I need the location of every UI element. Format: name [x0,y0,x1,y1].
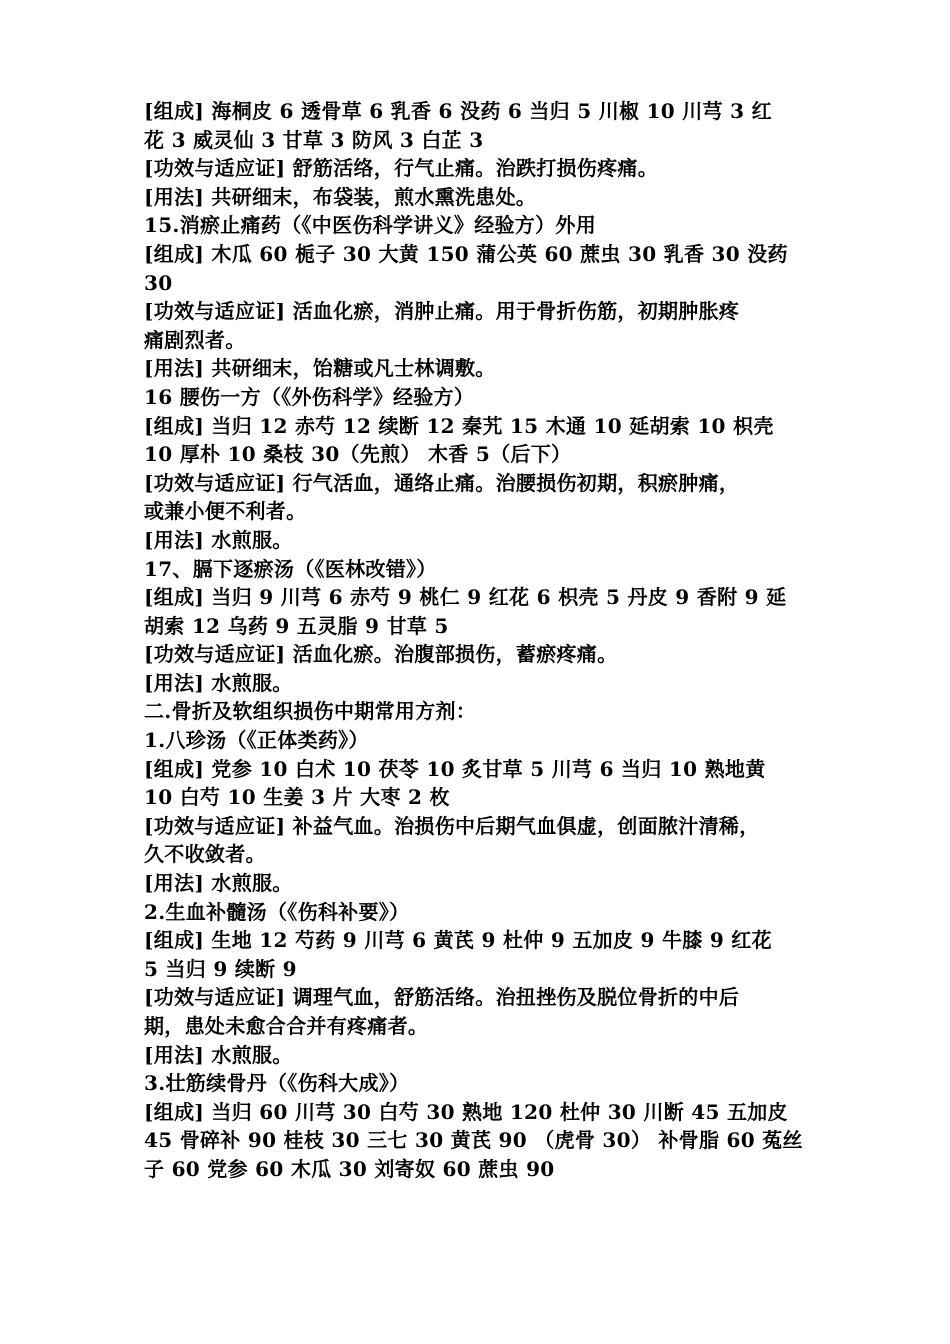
text-line: 10 白芍 10 生姜 3 片 大枣 2 枚 [144,785,450,810]
section-heading: 1.八珍汤（《正体类药》） [144,728,369,753]
text-line: 30 [144,270,173,295]
section-heading: 16 腰伤一方（《外伤科学》经验方） [144,384,475,409]
text-line: 10 厚朴 10 桑枝 30（先煎） 木香 5（后下） [144,442,572,467]
text-line: [功效与适应证] 活血化瘀。治腹部损伤，蓄瘀疼痛。 [144,642,618,667]
text-line: [用法] 水煎服。 [144,527,293,552]
document-page [144,97,814,1184]
text-line: [用法] 水煎服。 [144,670,293,695]
section-heading: 17、膈下逐瘀汤（《医林改错》） [144,556,437,581]
text-line: [功效与适应证] 调理气血，舒筋活络。治扭挫伤及脱位骨折的中后 [144,985,740,1010]
text-line: 5 当归 9 续断 9 [144,956,297,981]
text-line: [组成] 当归 9 川芎 6 赤芍 9 桃仁 9 红花 6 枳壳 5 丹皮 9 香附 9 延 [144,585,787,610]
text-line: [用法] 共研细末，饴糖或凡士林调敷。 [144,356,496,381]
text-line: 或兼小便不利者。 [144,499,307,524]
text-line: [组成] 生地 12 芍药 9 川芎 6 黄芪 9 杜仲 9 五加皮 9 牛膝 9 红花 [144,928,772,953]
text-line: 胡索 12 乌药 9 五灵脂 9 甘草 5 [144,613,449,638]
text-line: 花 3 威灵仙 3 甘草 3 防风 3 白芷 3 [144,127,484,152]
section-heading: 2.生血补髓汤（《伤科补要》） [144,899,410,924]
text-line: [功效与适应证] 活血化瘀，消肿止痛。用于骨折伤筋，初期肿胀疼 [144,299,740,324]
text-line: [组成] 当归 12 赤芍 12 续断 12 秦艽 15 木通 10 延胡索 10 枳壳 [144,413,774,438]
text-line: 期，患处未愈合合并有疼痛者。 [144,1014,429,1038]
text-line: 子 60 党参 60 木瓜 30 刘寄奴 60 蔗虫 90 [144,1156,555,1181]
text-line: [用法] 水煎服。 [144,871,293,896]
section-heading: 3.壮筋续骨丹（《伤科大成》） [144,1071,410,1096]
section-heading: 15.消瘀止痛药（《中医伤科学讲义》经验方）外用 [144,213,596,238]
text-line: [组成] 木瓜 60 栀子 30 大黄 150 蒲公英 60 蔗虫 30 乳香 30 没药 [144,241,788,266]
text-line: 45 骨碎补 90 桂枝 30 三七 30 黄芪 90 （虎骨 30） 补骨脂 60 菟丝 [144,1128,803,1153]
chapter-heading: 二.骨折及软组织损伤中期常用方剂： [144,699,477,724]
text-line: [组成] 党参 10 白术 10 茯苓 10 炙甘草 5 川芎 6 当归 10 熟地黄 [144,756,766,781]
text-line: [功效与适应证] 补益气血。治损伤中后期气血俱虚，创面脓汁清稀， [144,813,760,838]
text-line: [用法] 水煎服。 [144,1042,293,1067]
text-line: [功效与适应证] 舒筋活络，行气止痛。治跌打损伤疼痛。 [144,156,658,181]
text-line: 痛剧烈者。 [144,327,246,352]
text-line: [用法] 共研细末，布袋装，煎水熏洗患处。 [144,184,537,209]
text-line: [组成] 当归 60 川芎 30 白芍 30 熟地 120 杜仲 30 川断 45 五加皮 [144,1099,788,1124]
text-line: 久不收敛者。 [144,842,266,867]
text-line: [功效与适应证] 行气活血，通络止痛。治腰损伤初期，积瘀肿痛， [144,470,740,495]
text-line: [组成] 海桐皮 6 透骨草 6 乳香 6 没药 6 当归 5 川椒 10 川芎 3 红 [144,99,772,123]
